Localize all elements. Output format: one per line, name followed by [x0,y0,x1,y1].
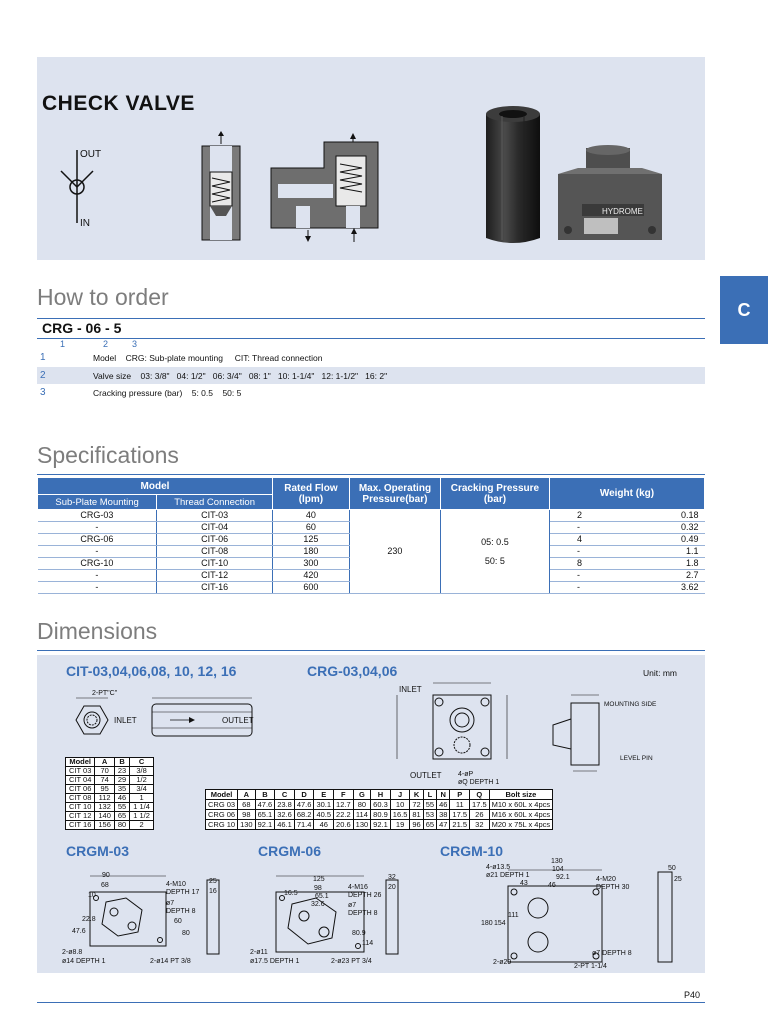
cell-thread: CIT-04 [157,522,273,534]
cell: 3/8 [130,767,154,776]
dim-note: 4-M20 [596,876,616,883]
cell: 2 [130,821,154,830]
col-header: L [423,790,436,800]
cell-subplate: - [38,546,157,558]
cell-thread: CIT-16 [157,582,273,594]
cell: 35 [114,785,129,794]
cell: CIT 16 [66,821,95,830]
dim-note: ø7 [348,902,357,909]
dim-note: 125 [313,876,325,883]
cell-weight-size: 2 [549,510,638,522]
model-header: Model [38,478,273,495]
cell: 65 [423,820,436,830]
cell: 40.5 [314,810,334,820]
page-title: CHECK VALVE [42,92,195,115]
cell: CIT 10 [66,803,95,812]
cell: CRG 06 [206,810,238,820]
cell: 46 [437,800,450,810]
dim-note: 47.6 [72,928,86,935]
subplate-valve-section-icon [266,132,386,244]
col-header: Model [206,790,238,800]
cell-thread: CIT-12 [157,570,273,582]
subplate-header: Sub-Plate Mounting [38,495,157,510]
dim-note: 80.9 [352,930,366,937]
dim-note: 154 [494,920,506,927]
cell-weight: 1.1 [639,546,705,558]
dim-note: 2-ø29 [493,959,512,966]
divider [37,474,705,475]
table-row [66,821,154,830]
cell-weight: 3.62 [639,582,705,594]
cell: 32.6 [275,810,295,820]
cell: 68.2 [294,810,314,820]
footer-divider [37,1002,705,1003]
cell-flow: 600 [272,582,349,594]
cell-flow: 60 [272,522,349,534]
cell: 80.9 [371,810,391,820]
dim-note: ø7 DEPTH 8 [592,950,632,957]
cell: 80 [353,800,371,810]
dim-note: 50 [668,865,676,872]
cell: 21.5 [450,820,470,830]
cell: 11 [450,800,470,810]
cell: 130 [238,820,256,830]
dim-note: DEPTH 8 [348,910,378,917]
dim-note: 25 [674,876,682,883]
order-row-text: Valve size 03: 3/8" 04: 1/2" 06: 3/4" 08: 1" 10: 1-1/4" 12: 1-1/2" 16: 2" [93,370,388,381]
cell: 30.1 [314,800,334,810]
mounting-side-label: MOUNTING SIDE [604,701,657,708]
cell: 29 [114,776,129,785]
cell: 98 [238,810,256,820]
cell: 32 [470,820,490,830]
cell: 132 [95,803,115,812]
cell: 10 [390,800,410,810]
cell: 16.5 [390,810,410,820]
dim-note: DEPTH 8 [166,908,196,915]
flow-header: Rated Flow (lpm) [272,478,349,510]
dim-note: 4-M10 [166,881,186,888]
col-header: J [390,790,410,800]
cell: 23 [114,767,129,776]
dim-note: ø21 DEPTH 1 [486,872,530,879]
cell: 70 [95,767,115,776]
crgm10-title: CRGM-10 [440,843,504,859]
dim-note: 32.6 [311,901,325,908]
thread-header: Thread Connection [157,495,273,510]
cell: 74 [95,776,115,785]
cell-weight: 1.8 [639,558,705,570]
divider [37,318,705,319]
dim-note: 43 [520,880,528,887]
dim-note: 60 [174,918,182,925]
cell: 46 [114,794,129,803]
cell: 60.3 [371,800,391,810]
cell: 17.5 [470,800,490,810]
dim-note: 4-M16 [348,884,368,891]
cell: 46 [314,820,334,830]
col-header: C [130,758,154,767]
cell-weight-size: 4 [549,534,638,546]
dim-note: 180 [481,920,493,927]
level-pin-label: LEVEL PIN [620,755,653,762]
cell-subplate: - [38,570,157,582]
dim-note: 22.8 [82,916,96,923]
order-row-num: 1 [40,352,46,363]
dim-note: ø7 [166,900,175,907]
cit-pt-label: 2-PT"C" [92,690,118,697]
dim-note: 16 [209,888,217,895]
cell: 1/2 [130,776,154,785]
col-header: Q [470,790,490,800]
cell: 1 1/4 [130,803,154,812]
cell: 46.1 [275,820,295,830]
cell-weight-size: 8 [549,558,638,570]
cell: 12.7 [334,800,354,810]
cell-subplate: CRG-10 [38,558,157,570]
col-header: N [437,790,450,800]
cell: 65.1 [255,810,275,820]
dim-note: DEPTH 17 [166,889,200,896]
dim-note: 2-PT 1-1/4 [574,963,607,970]
dim-note: 2-ø14 PT 3/8 [150,958,191,965]
cell: M16 x 60L x 4pcs [489,810,553,820]
cell: 114 [353,810,371,820]
crg-inlet-label: INLET [399,685,422,694]
dim-note: 65.1 [315,893,329,900]
order-row [37,384,705,401]
cell-flow: 125 [272,534,349,546]
cell: 47.6 [255,800,275,810]
how-to-order-title: How to order [37,284,169,310]
cell-cracking [440,510,549,594]
crg-side-drawing [545,685,615,777]
cell: 96 [410,820,423,830]
code-pos-3: 3 [132,339,138,349]
cell-subplate: CRG-06 [38,534,157,546]
weight-header: Weight (kg) [549,478,704,510]
cell: 71.4 [294,820,314,830]
crgm06-title: CRGM-06 [258,843,322,859]
cell: CIT 06 [66,785,95,794]
cell: 95 [95,785,115,794]
cit-inlet-label: INLET [114,716,137,725]
cell: 1 1/2 [130,812,154,821]
cell-weight-size: - [549,546,638,558]
pressure-header: Max. Operating Pressure(bar) [349,478,440,510]
dim-note: 2-ø11 [250,949,268,956]
cell: 26 [470,810,490,820]
cell: 55 [114,803,129,812]
cell: 112 [95,794,115,803]
cell: 72 [410,800,423,810]
dim-note: 80 [182,930,190,937]
cell: 3/4 [130,785,154,794]
cell: CIT 04 [66,776,95,785]
dim-note: 32 [388,874,396,881]
cit-outlet-label: OUTLET [222,716,254,725]
dim-note: 2-ø8.8 [62,949,83,956]
cell: 55 [423,800,436,810]
cell-weight: 2.7 [639,570,705,582]
crgm03-title: CRGM-03 [66,843,130,859]
cell: 92.1 [371,820,391,830]
cell-weight: 0.49 [639,534,705,546]
order-row-text: Model CRG: Sub-plate mounting CIT: Thread connection [93,352,323,363]
cell: 47.6 [294,800,314,810]
dim-note: 25 [209,878,217,885]
col-header: G [353,790,371,800]
crg-dimensions-title: CRG-03,04,06 [307,663,398,679]
cell: 1 [130,794,154,803]
code-pos-2: 2 [103,339,109,349]
cell: CIT 03 [66,767,95,776]
table-row [206,820,553,830]
cell-weight: 0.32 [639,522,705,534]
order-row [37,349,705,366]
dim-note: 114 [362,940,374,947]
unit-label: Unit: mm [643,668,677,678]
cell: 38 [437,810,450,820]
cell: 23.8 [275,800,295,810]
dim-note: 130 [551,858,563,865]
crg-dimension-table [205,789,553,830]
cell: 92.1 [255,820,275,830]
dim-note: 4-ø13.5 [486,864,511,871]
cell: 140 [95,812,115,821]
dim-note: 104 [552,866,564,873]
inline-valve-photo [478,100,548,248]
inline-valve-section-icon [196,130,246,242]
order-row-num: 2 [40,370,46,381]
cell-weight: 0.18 [639,510,705,522]
cracking-value: 05: 0.5 [481,536,509,547]
cell-pressure: 230 [349,510,440,594]
cell: 20.6 [334,820,354,830]
cell-thread: CIT-06 [157,534,273,546]
dim-note: DEPTH 26 [348,892,382,899]
cell-subplate: - [38,522,157,534]
cell: CIT 08 [66,794,95,803]
order-row-num: 3 [40,387,46,398]
cell-flow: 420 [272,570,349,582]
cell: 68 [238,800,256,810]
order-code: CRG - 06 - 5 [42,320,122,336]
cracking-value: 50: 5 [484,555,505,566]
crg-depth-label: 4-øP øQ DEPTH 1 [458,771,500,786]
col-header: Model [66,758,95,767]
cell: 80 [114,821,129,830]
order-row [37,367,705,384]
table-row [38,510,705,522]
cell: 17.5 [450,810,470,820]
brand-label: HYDROME [602,207,643,216]
col-header: K [410,790,423,800]
dim-note: 92.1 [556,874,570,881]
symbol-out-label: OUT [80,149,102,160]
page-number: P40 [683,990,700,1000]
cell-flow: 300 [272,558,349,570]
specifications-table [37,477,705,594]
cell-weight-size: - [549,522,638,534]
cell-thread: CIT-08 [157,546,273,558]
cell: 22.2 [334,810,354,820]
subplate-valve-photo [556,144,664,250]
dim-note: 46 [548,882,556,889]
cell-thread: CIT-10 [157,558,273,570]
table-row [206,800,553,810]
symbol-in-label: IN [80,218,90,229]
dim-note: 98 [314,885,322,892]
code-pos-1: 1 [60,339,66,349]
cell: 19 [390,820,410,830]
dim-note: 16.5 [284,890,298,897]
cell-weight-size: - [549,582,638,594]
col-header: E [314,790,334,800]
dim-note: 20 [388,884,396,891]
dim-note: 90 [102,872,110,879]
col-header: D [294,790,314,800]
specifications-title: Specifications [37,442,179,468]
col-header: A [95,758,115,767]
dimensions-title: Dimensions [37,618,158,644]
cell-subplate: - [38,582,157,594]
cell: 130 [353,820,371,830]
cell: M10 x 60L x 4pcs [489,800,553,810]
col-header: P [450,790,470,800]
cell: 156 [95,821,115,830]
cell: CRG 03 [206,800,238,810]
col-header: C [275,790,295,800]
cell: CRG 10 [206,820,238,830]
cit-dimension-table [65,757,154,830]
cell: 47 [437,820,450,830]
dim-note: 111 [508,912,519,919]
cracking-header: Cracking Pressure (bar) [440,478,549,510]
dim-note: 10 [88,892,96,899]
section-tab-c[interactable]: C [720,276,768,344]
divider [37,338,705,339]
dim-note: ø14 DEPTH 1 [62,958,106,965]
col-header: Bolt size [489,790,553,800]
cell-weight-size: - [549,570,638,582]
cell-flow: 40 [272,510,349,522]
order-row-text: Cracking pressure (bar) 5: 0.5 50: 5 [93,387,242,398]
cell-flow: 180 [272,546,349,558]
cit-dimensions-title: CIT-03,04,06,08, 10, 12, 16 [66,663,237,679]
cell-subplate: CRG-03 [38,510,157,522]
col-header: B [114,758,129,767]
cell: CIT 12 [66,812,95,821]
col-header: F [334,790,354,800]
dim-note: 68 [101,882,109,889]
cell: M20 x 75L x 4pcs [489,820,553,830]
col-header: A [238,790,256,800]
table-row [206,810,553,820]
cell-thread: CIT-03 [157,510,273,522]
dim-note: ø17.5 DEPTH 1 [250,958,300,965]
divider [37,650,705,651]
col-header: B [255,790,275,800]
crg-outlet-label: OUTLET [410,771,442,780]
cell: 65 [114,812,129,821]
cell: 81 [410,810,423,820]
cell: 53 [423,810,436,820]
dim-note: DEPTH 30 [596,884,630,891]
dim-note: 2-ø23 PT 3/4 [331,958,372,965]
col-header: H [371,790,391,800]
crgm06-drawing [256,866,416,966]
